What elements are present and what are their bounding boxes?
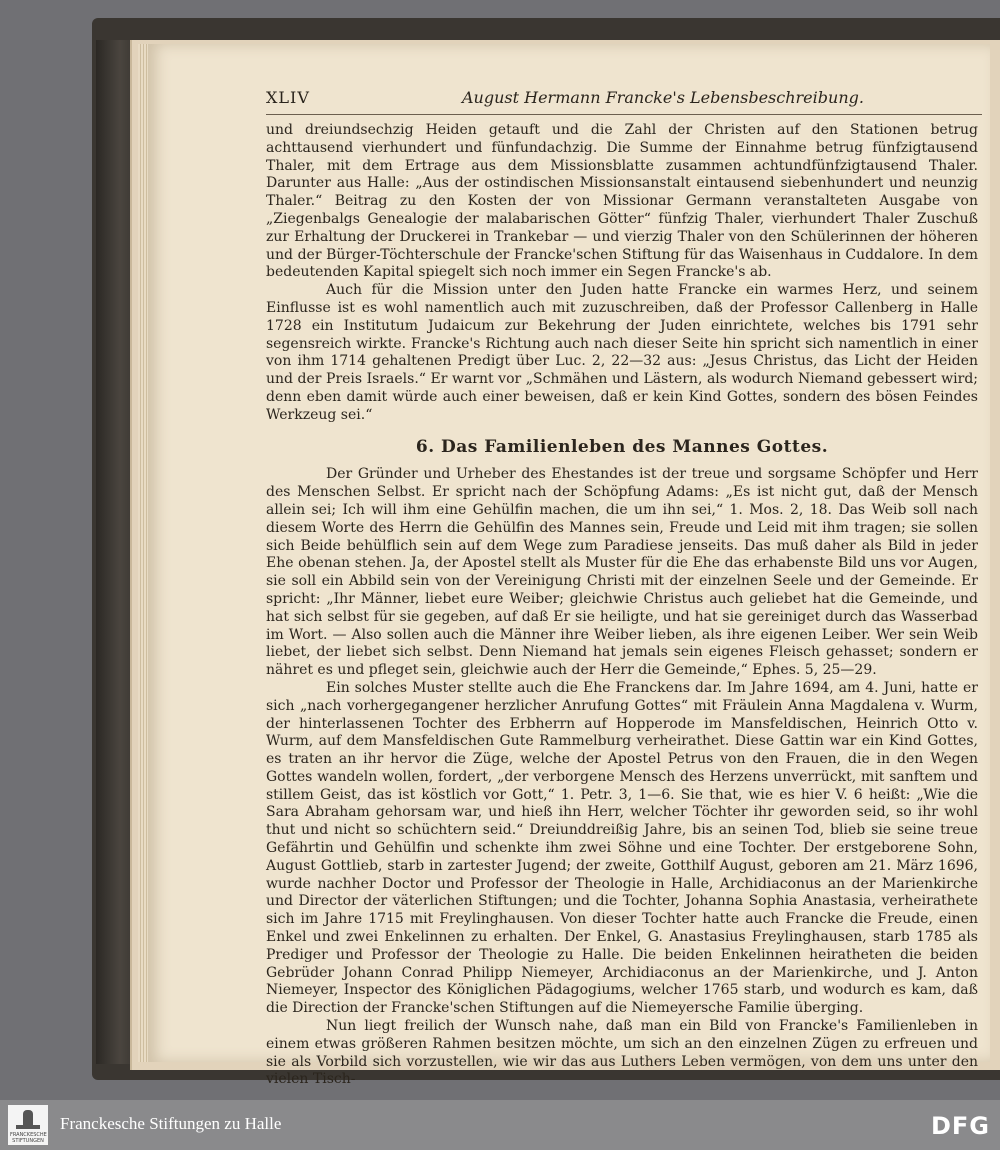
institution-name[interactable]: Franckesche Stiftungen zu Halle bbox=[60, 1114, 282, 1133]
paragraph: Der Gründer und Urheber des Ehestandes ist der treue und sorgsame Schöpfer und Herr des Menschen Selbst. Er spricht nach der Schöpfung Adams: „Es ist nicht gut, daß der Mensch allein sei; Ich will ihm eine Gehülfin machen, die um ihn sei,“ 1. Mos. 2, 18. Das Weib soll nach diesem Worte des Herrn die Gehülfin des Mannes sein, Freude und Leid mit ihm tragen; sie sollen sich Beide behülflich sein auf dem Wege zum Paradiese jenseits. Das muß daher als Bild in jeder Ehe obenan stehen. Ja, der Apostel stellt als Muster für die Ehe das erhabenste Bild uns vor Augen, sie soll ein Abbild sein von der Vereinigung Christi mit der einzelnen Seele und der Gemeinde. Er spricht: „Ihr Männer, liebet eure Weiber; gleichwie Christus auch geliebet hat die Gemeinde, und hat sich selbst für sie gegeben, auf daß Er sie heiligte, und hat sie gereiniget durch das Wasserbad im Wort. — Also sollen auch die Männer ihre Weiber lieben, als ihre eigenen Leiber. Wer sein Weib liebet, der liebet sich selbst. Denn Niemand hat jemals sein eigenes Fleisch gehasset; sondern er nähret es und pfleget sein, gleichwie auch der Herr die Gemeinde,“ Ephes. 5, 25—29. bbox=[266, 466, 978, 679]
header-rule bbox=[266, 114, 982, 115]
logo-text: FRANCKESCHE STIFTUNGEN bbox=[10, 1132, 47, 1144]
paragraph: Nun liegt freilich der Wunsch nahe, daß man ein Bild von Francke's Familienleben in einem etwas größeren Rahmen besitzen möchte, um sich an den einzelnen Zügen zu erfreuen und sie als Vorbild sich vorzustellen, wie wir das aus Luthers Leben vermögen, von dem uns unter den vielen Tisch- bbox=[266, 1018, 978, 1088]
viewer-footer bbox=[0, 1100, 1000, 1150]
paragraph: und dreiundsechzig Heiden getauft und die Zahl der Christen auf den Stationen betrug achttausend vierhundert und fünfundachzig. Die Summe der Einnahme betrug fünfzigtausend Thaler, mit dem Ertrage aus dem Missionsblatte zusammen achtundfünfzigtausend Thaler. Darunter aus Halle: „Aus der ostindischen Missionsanstalt eintausend siebenhundert und neunzig Thaler.“ Beitrag zu den Kosten der von Missionar Germann veranstalteten Ausgabe von „Ziegenbalgs Genealogie der malabarischen Götter“ fünfzig Thaler, vierhundert Thaler Zuschuß zur Erhaltung der Druckerei in Trankebar — und vierzig Thaler von den Schülerinnen der höheren und der Bürger-Töchterschule der Francke'schen Stiftung für das Waisenhaus in Cuddalore. In dem bedeutenden Kapital spiegelt sich noch immer ein Segen Francke's ab. bbox=[266, 122, 978, 281]
dfg-logo[interactable]: DFG bbox=[930, 1112, 990, 1140]
institution-logo[interactable] bbox=[8, 1105, 48, 1145]
page-header bbox=[266, 86, 982, 110]
tower-icon bbox=[23, 1110, 33, 1126]
page-number: XLIV bbox=[266, 88, 310, 107]
paragraph: Ein solches Muster stellte auch die Ehe Franckens dar. Im Jahre 1694, am 4. Juni, hatte er sich „nach vorhergegangener herzlicher Anrufung Gottes“ mit Fräulein Anna Magdalena v. Wurm, der hinterlassenen Tochter des Erbherrn auf Hopperode im Mansfeldischen, Heinrich Otto v. Wurm, auf dem Mansfeldischen Gute Rammelburg verheirathet. Diese Gattin war ein Kind Gottes, es traten an ihr hervor die Züge, welche der Apostel Petrus von den Frauen, die in den Wegen Gottes wandeln wollen, fordert, „der verborgene Mensch des Herzens unverrückt, mit sanftem und stillem Geist, das ist köstlich vor Gott,“ 1. Petr. 3, 1—6. Sie that, wie es hier V. 6 heißt: „Wie die Sara Abraham gehorsam war, und hieß ihn Herr, welcher Töchter ihr geworden seid, so ihr wohl thut und nicht so schüchtern seid.“ Dreiunddreißig Jahre, bis an seinen Tod, blieb sie seine treue Gefährtin und Gehülfin und schenkte ihm zwei Söhne und eine Tochter. Der erstgeborene Sohn, August Gottlieb, starb in zartester Jugend; der zweite, Gotthilf August, geboren am 21. März 1696, wurde nachher Doctor und Professor der Theologie in Halle, Archidiaconus an der Marienkirche und Director der väterlichen Stiftungen; und die Tochter, Johanna Sophia Anastasia, verheirathete sich im Jahre 1715 mit Freylinghausen. Von dieser Tochter hatte auch Francke die Freude, einen Enkel und zwei Enkelinnen zu erhalten. Der Enkel, G. Anastasius Freylinghausen, starb 1785 als Prediger und Professor der Theologie zu Halle. Die beiden Enkelinnen heiratheten die beiden Gebrüder Johann Conrad Philipp Niemeyer, Archidiaconus an der Marienkirche, und J. Anton Niemeyer, Inspector des Königlichen Pädagogiums, welcher 1765 starb, und wodurch es kam, daß die Direction der Francke'schen Stiftungen auf die Niemeyersche Familie überging. bbox=[266, 679, 978, 1017]
page-body bbox=[266, 122, 978, 1089]
paragraph: Auch für die Mission unter den Juden hatte Francke ein warmes Herz, und seinem Einflusse ist es wohl namentlich auch mit zuzuschreiben, daß der Professor Callenberg in Halle 1728 ein Institutum Judaicum zur Bekehrung der Juden einrichtete, welches bis 1791 sehr segensreich wirkte. Francke's Richtung auch nach dieser Seite hin spricht sich namentlich in einer von ihm 1714 gehaltenen Predigt über Luc. 2, 22—32 aus: „Jesus Christus, das Licht der Heiden und der Preis Israels.“ Er warnt vor „Schmähen und Lästern, als wodurch Niemand gebessert wird; denn eben damit würde auch einer beweisen, daß er kein Kind Gottes, sondern des bösen Feindes Werkzeug sei.“ bbox=[266, 282, 978, 423]
section-heading: 6. Das Familienleben des Mannes Gottes. bbox=[415, 436, 829, 457]
running-title: August Hermann Francke's Lebensbeschreibung. bbox=[462, 88, 864, 107]
logo-base bbox=[16, 1125, 40, 1129]
